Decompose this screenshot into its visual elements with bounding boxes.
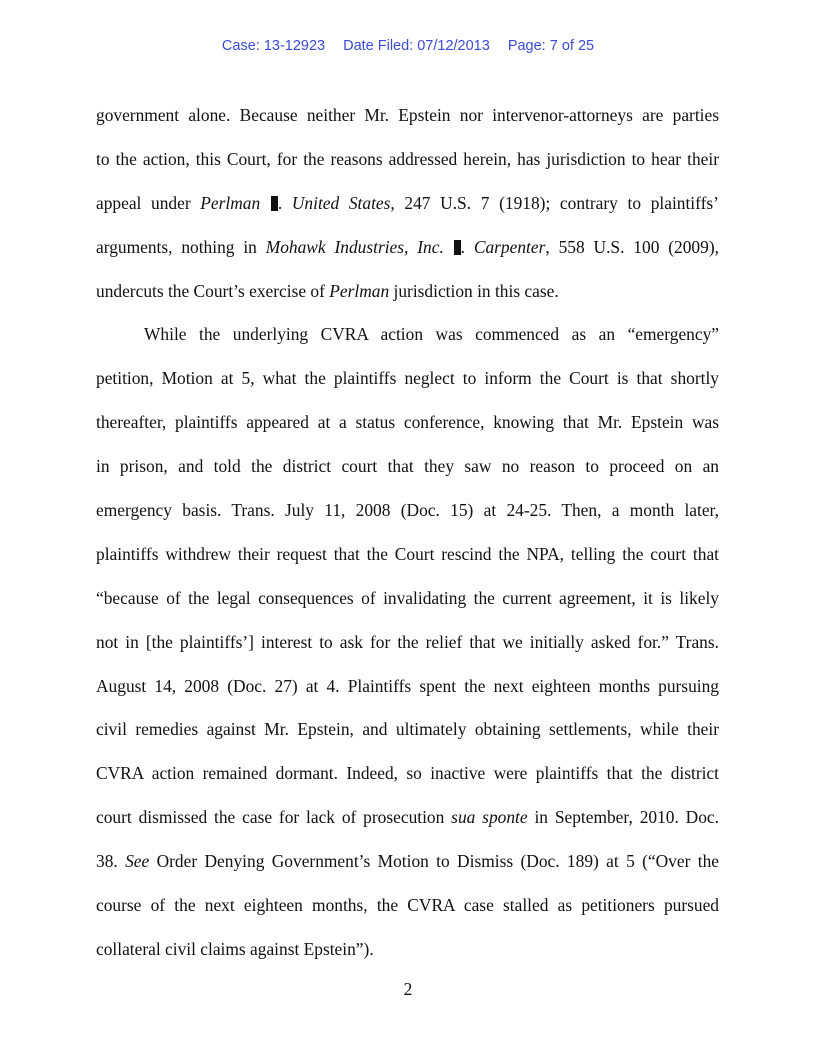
p2-line-1: While the underlying CVRA action was commenced as an “emergency” xyxy=(144,324,719,345)
p1-l3-text-c: , 247 U.S. 7 (1918); contrary to plaintiffs’ xyxy=(390,192,719,213)
p2-line-13 xyxy=(96,840,719,884)
case-name-united-states: United States xyxy=(291,192,391,213)
p2-line-10: civil remedies against Mr. Epstein, and ultimately obtaining settlements, while their xyxy=(96,719,719,740)
paragraph-1 xyxy=(96,94,719,313)
page-number: 2 xyxy=(403,979,413,999)
p2-line-9: August 14, 2008 (Doc. 27) at 4. Plaintiffs spent the next eighteen months pursuing xyxy=(96,675,719,696)
p2-line-6: plaintiffs withdrew their request that the Court rescind the NPA, telling the court that xyxy=(96,543,719,564)
p1-line-3 xyxy=(96,182,719,226)
p1-l4-text-a: arguments, nothing in xyxy=(96,236,266,257)
p2-line-8: not in [the plaintiffs’] interest to ask for the relief that we initially asked for.” Trans. xyxy=(96,631,719,652)
case-name-mohawk: Mohawk Industries, Inc. xyxy=(265,236,444,257)
p1-l4-period: . xyxy=(460,236,466,257)
case-name-perlman-2: Perlman xyxy=(329,280,390,301)
p1-line-5 xyxy=(96,270,719,314)
p2-line-3: thereafter, plaintiffs appeared at a status conference, knowing that Mr. Epstein was xyxy=(96,412,719,433)
case-number: Case: 13-12923 xyxy=(221,38,326,54)
date-filed: Date Filed: 07/12/2013 xyxy=(343,38,490,54)
p2-line-7: “because of the legal consequences of invalidating the current agreement, it is likely xyxy=(96,587,719,608)
italic-see: See xyxy=(125,851,150,872)
p2-l13-text-a: 38. xyxy=(96,851,126,872)
p2-line-12 xyxy=(96,796,719,840)
p2-l12-text-a: court dismissed the case for lack of prosecution xyxy=(96,807,452,828)
p1-l5-text-b: jurisdiction in this case. xyxy=(389,280,559,301)
case-name-carpenter: Carpenter xyxy=(473,236,546,257)
p2-line-14: course of the next eighteen months, the CVRA case stalled as petitioners pursued xyxy=(96,895,719,916)
p1-line-2: to the action, this Court, for the reasons addressed herein, has jurisdiction to hear their xyxy=(96,148,719,169)
p1-l3-period: . xyxy=(277,192,283,213)
case-name-perlman: Perlman xyxy=(200,192,261,213)
p2-line-5: emergency basis. Trans. July 11, 2008 (Doc. 15) at 24-25. Then, a month later, xyxy=(96,500,719,521)
p1-l5-text-a: undercuts the Court’s exercise of xyxy=(96,280,330,301)
page-indicator: Page: 7 of 25 xyxy=(507,38,595,54)
redaction-mark xyxy=(454,240,461,255)
p2-line-2: petition, Motion at 5, what the plaintiffs neglect to inform the Court is that shortly xyxy=(96,368,719,389)
p2-line-15: collateral civil claims against Epstein”). xyxy=(96,938,374,959)
p1-line-4 xyxy=(96,226,719,270)
p1-l4-text-c: , 558 U.S. 100 (2009), xyxy=(545,236,719,257)
p2-l13-text-b: Order Denying Government’s Motion to Dismiss (Doc. 189) at 5 (“Over the xyxy=(149,851,719,872)
p2-line-4: in prison, and told the district court that they saw no reason to proceed on an xyxy=(96,456,719,477)
p1-l3-text-a: appeal under xyxy=(96,192,201,213)
p2-l12-text-b: in September, 2010. Doc. xyxy=(527,807,719,828)
p2-line-11: CVRA action remained dormant. Indeed, so inactive were plaintiffs that the district xyxy=(96,763,719,784)
paragraph-2 xyxy=(96,313,719,971)
redaction-mark xyxy=(271,196,278,211)
document-body xyxy=(96,94,719,972)
p1-line-1: government alone. Because neither Mr. Epstein nor intervenor-attorneys are parties xyxy=(96,105,719,125)
italic-sua-sponte: sua sponte xyxy=(451,807,528,828)
filing-header xyxy=(0,38,816,54)
